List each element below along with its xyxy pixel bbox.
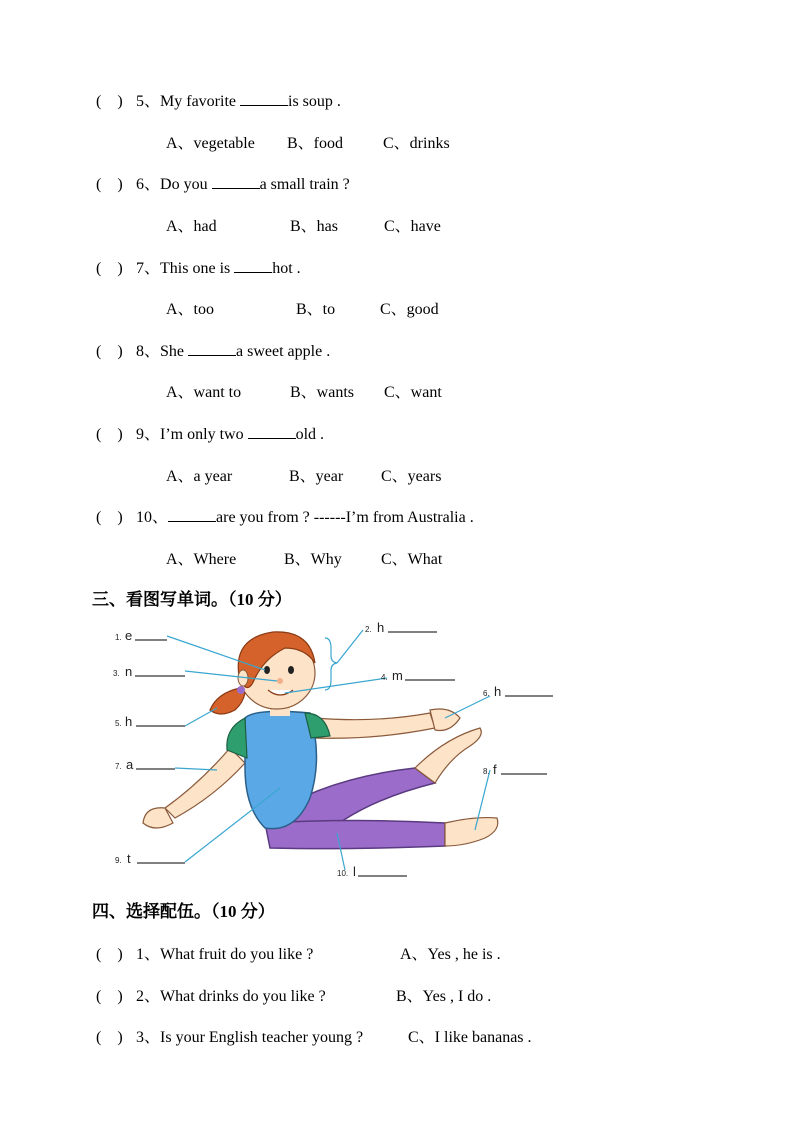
question-number: 1、 <box>136 946 161 963</box>
label-number: 10. <box>337 869 349 878</box>
option-b[interactable]: B、year <box>289 468 344 485</box>
pointer-5 <box>185 708 217 726</box>
question-5 <box>96 88 341 111</box>
match-answer-a: A、Yes , he is . <box>400 946 501 963</box>
answer-paren[interactable]: ( ) <box>96 946 123 963</box>
question-number: 9、 <box>136 426 161 443</box>
question-number: 6、 <box>136 176 161 193</box>
eye-right <box>288 666 294 674</box>
question-text-pre: She <box>160 343 189 360</box>
section-4-heading <box>92 897 275 922</box>
question-6 <box>96 171 350 194</box>
foot-upper <box>415 728 481 783</box>
arm-left <box>165 748 245 818</box>
option-a[interactable]: A、want to <box>166 384 242 401</box>
question-number: 8、 <box>136 343 161 360</box>
nose <box>277 678 283 684</box>
fill-blank[interactable] <box>168 507 216 522</box>
label-number: 9. <box>115 856 122 865</box>
label-3 <box>113 664 185 679</box>
label-number: 7. <box>115 762 122 771</box>
option-b[interactable]: B、Why <box>284 551 342 568</box>
label-8 <box>483 762 547 777</box>
option-b[interactable]: B、to <box>296 301 336 318</box>
option-b[interactable]: B、wants <box>290 384 355 401</box>
arm-right <box>315 713 435 738</box>
label-letter: a <box>126 757 134 772</box>
pointer-2 <box>337 630 363 663</box>
section-points: （10 分） <box>211 902 275 921</box>
label-letter: m <box>392 668 403 683</box>
label-letter: e <box>125 628 133 643</box>
answer-paren[interactable]: ( ) <box>96 260 123 277</box>
match-row-3 <box>96 1024 363 1047</box>
match-question: What fruit do you like ? <box>160 946 314 963</box>
foot-lower <box>445 818 498 846</box>
leg-right <box>265 821 445 849</box>
match-row-2 <box>96 983 326 1006</box>
head-bracket <box>325 638 337 690</box>
label-7 <box>115 757 175 772</box>
match-question: What drinks do you like ? <box>160 988 326 1005</box>
hair-tie <box>237 686 245 694</box>
label-letter: t <box>127 851 131 866</box>
label-number: 5. <box>115 719 122 728</box>
option-c[interactable]: C、want <box>384 384 442 401</box>
match-answer-c: C、I like bananas . <box>408 1029 532 1046</box>
option-c[interactable]: C、drinks <box>383 135 450 152</box>
label-9 <box>115 851 185 866</box>
option-b[interactable]: B、food <box>287 135 344 152</box>
fill-blank[interactable] <box>212 174 260 189</box>
answer-paren[interactable]: ( ) <box>96 176 123 193</box>
option-a[interactable]: A、a year <box>166 468 233 485</box>
question-text-pre: I’m only two <box>160 426 248 443</box>
question-number: 10、 <box>136 509 169 526</box>
label-letter: l <box>353 864 356 879</box>
answer-paren[interactable]: ( ) <box>96 343 123 360</box>
question-number: 2、 <box>136 988 161 1005</box>
question-7 <box>96 255 301 278</box>
label-number: 3. <box>113 669 120 678</box>
option-c[interactable]: C、good <box>380 301 439 318</box>
match-answer-b: B、Yes , I do . <box>396 988 492 1005</box>
question-text-post: a small train ? <box>259 176 350 193</box>
label-letter: h <box>494 684 502 699</box>
label-letter: h <box>377 620 385 635</box>
label-2 <box>365 620 437 635</box>
answer-paren[interactable]: ( ) <box>96 426 123 443</box>
match-question: Is your English teacher young ? <box>160 1029 364 1046</box>
question-text-post: hot . <box>272 260 301 277</box>
question-number: 5、 <box>136 93 161 110</box>
label-6 <box>483 684 553 699</box>
label-number: 1. <box>115 633 122 642</box>
label-letter: h <box>125 714 133 729</box>
option-a[interactable]: A、vegetable <box>166 135 255 152</box>
question-number: 3、 <box>136 1029 161 1046</box>
option-c[interactable]: C、What <box>381 551 443 568</box>
pointer-6 <box>445 696 490 718</box>
label-number: 6. <box>483 689 490 698</box>
body-parts-figure <box>105 618 565 883</box>
question-text-pre: My favorite <box>160 93 240 110</box>
question-8 <box>96 338 330 361</box>
answer-paren[interactable]: ( ) <box>96 1029 123 1046</box>
section-points: （10 分） <box>228 590 292 609</box>
fill-blank[interactable] <box>188 341 236 356</box>
question-number: 7、 <box>136 260 161 277</box>
option-a[interactable]: A、had <box>166 218 217 235</box>
label-4 <box>381 668 455 683</box>
section-3-heading <box>92 585 292 610</box>
section-title: 三、看图写单词。 <box>92 590 228 610</box>
label-5 <box>115 714 185 729</box>
girl-illustration <box>143 632 498 849</box>
label-letter: n <box>125 664 133 679</box>
answer-paren[interactable]: ( ) <box>96 93 123 110</box>
option-c[interactable]: C、years <box>381 468 442 485</box>
option-a[interactable]: A、too <box>166 301 215 318</box>
label-number: 8. <box>483 767 490 776</box>
answer-paren[interactable]: ( ) <box>96 509 123 526</box>
fill-blank[interactable] <box>234 258 272 273</box>
section-title: 四、选择配伍。 <box>92 902 211 922</box>
fill-blank[interactable] <box>248 424 296 439</box>
label-10 <box>337 864 407 879</box>
label-1 <box>115 628 167 643</box>
question-text-pre: Do you <box>160 176 212 193</box>
fill-blank[interactable] <box>240 91 288 106</box>
question-text-pre: This one is <box>160 260 235 277</box>
match-row-1 <box>96 941 313 964</box>
label-number: 2. <box>365 625 372 634</box>
question-text-post: are you from ? ------I’m from Australia . <box>216 509 474 526</box>
option-c[interactable]: C、have <box>384 218 441 235</box>
label-letter: f <box>493 762 497 777</box>
question-10 <box>96 504 474 527</box>
answer-paren[interactable]: ( ) <box>96 988 123 1005</box>
question-text-post: a sweet apple . <box>236 343 331 360</box>
option-b[interactable]: B、has <box>290 218 339 235</box>
question-9 <box>96 421 324 444</box>
question-text-post: is soup . <box>288 93 341 110</box>
label-number: 4. <box>381 673 388 682</box>
option-a[interactable]: A、Where <box>166 551 237 568</box>
question-text-post: old . <box>295 426 325 443</box>
